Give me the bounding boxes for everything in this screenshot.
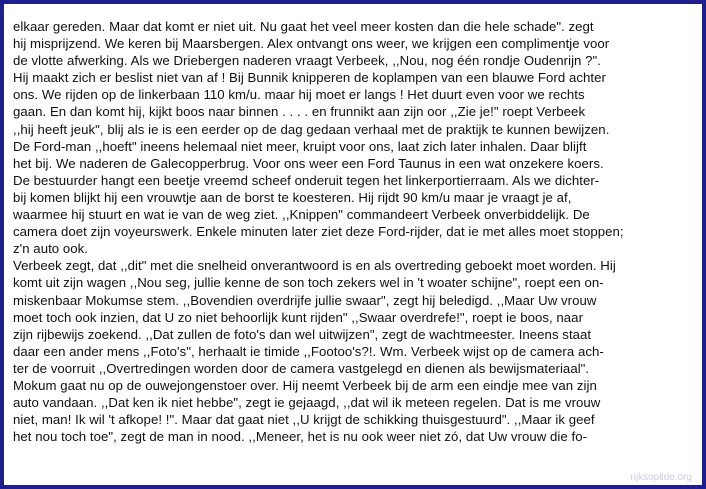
text-line: auto vandaan. ,,Dat ken ik niet hebbe", zegt ie gejaagd, ,,dat wil ik meteen regelen. Dat is me vrouw xyxy=(13,395,601,411)
text-line: camera doet zijn voyeurswerk. Enkele minuten later ziet deze Ford-rijder, dat ie met alles moet stoppen; xyxy=(13,224,624,240)
text-line: komt uit zijn wagen ,,Nou seg, jullie kenne de son toch zekers wel in 't woater schijne", roept een on- xyxy=(13,275,604,291)
text-line: gaan. En dan komt hij, kijkt boos naar binnen . . . . en frunnikt aan zijn oor ,,Zie je!" roept Verbeek xyxy=(13,104,586,120)
text-line: waarmee hij stuurt en wat ie van de weg ziet. ,,Knippen" commandeert Verbeek onverbiddelijk. De xyxy=(13,207,590,223)
text-line: De Ford-man ,,hoeft" ineens helemaal niet meer, kruipt voor ons, laat zich later inhalen. Daar blijft xyxy=(13,138,587,154)
text-line: Verbeek zegt, dat ,,dit" met die snelheid onverantwoord is en als overtreding geboekt moet worden. Hij xyxy=(13,258,616,274)
text-line: het nou toch toe", zegt de man in nood. ,,Meneer, het is nu ook weer niet zó, dat Uw vrouw die fo- xyxy=(13,429,588,445)
text-line: ter de voorruit ,,Overtredingen worden door de camera vastgelegd en dienen als bewijsmateriaal". xyxy=(13,360,590,376)
text-line: De bestuurder hangt een beetje vreemd scheef onderuit tegen het linkerportierraam. Als we dichter- xyxy=(13,172,600,188)
text-line: zijn rijbewijs zoekend. ,,Dat zullen de foto's dan wel uitwijzen", zegt de wachtmeester. Ineens staat xyxy=(13,326,592,342)
text-line: ons. We rijden op de linkerbaan 110 km/u. maar hij moet er langs ! Het duurt even voor we rechts xyxy=(13,87,585,103)
text-line: de vlotte afwerking. Als we Driebergen naderen vraagt Verbeek, ,,Nou, nog één rondje Oudenrijn ?". xyxy=(13,53,601,69)
text-line: Mokum gaat nu op de ouwejongenstoer over. Hij neemt Verbeek bij de arm een eindje mee van zijn xyxy=(13,377,597,393)
text-line: miskenbaar Mokumse stem. ,,Bovendien overdrijfe jullie swaar", zegt hij beledigd. ,,Maar Uw vrouw xyxy=(13,292,597,308)
text-line: z'n auto ook. xyxy=(13,241,89,257)
text-line: moet toch ook inzien, dat U zo niet behoorlijk kunt rijden" ,,Swaar overdrefe!", roept ie boos, naar xyxy=(13,309,584,325)
text-line: Hij maakt zich er beslist niet van af ! Bij Bunnik knipperen de koplampen van een blauwe Ford achter xyxy=(13,70,606,86)
text-line: niet, man! Ik wil 't afkope! !". Maar dat gaat niet ,,U krijgt de schikking thuisgestuurd". ,,Maar ik geef xyxy=(13,412,595,428)
text-line: ,,hij heeft jeuk", blij als ie is een eerder op de dag gedaan verhaal met de praktijk te kunnen bewijzen. xyxy=(13,121,610,137)
text-line: hij misprijzend. We keren bij Maarsbergen. Alex ontvangt ons weer, we krijgen een complimentje voor xyxy=(13,36,610,52)
text-line: elkaar gereden. Maar dat komt er niet uit. Nu gaat het veel meer kosten dan die hele schade". zegt xyxy=(13,19,594,34)
document-text xyxy=(13,18,697,445)
text-line: bij komen blijkt hij een vrouwtje aan de borst te koesteren. Hij rijdt 90 km/u maar je vraagt je af, xyxy=(13,189,572,205)
text-line: het bij. We naderen de Galecopperbrug. Voor ons weer een Ford Taunus in een wat onzekere koers. xyxy=(13,155,604,171)
text-line: daar een ander mens ,,Foto's", herhaalt ie timide ,,Footoo's?!. Wm. Verbeek wijst op de camera ach- xyxy=(13,343,604,359)
watermark: rijksoplide.org xyxy=(630,472,692,483)
